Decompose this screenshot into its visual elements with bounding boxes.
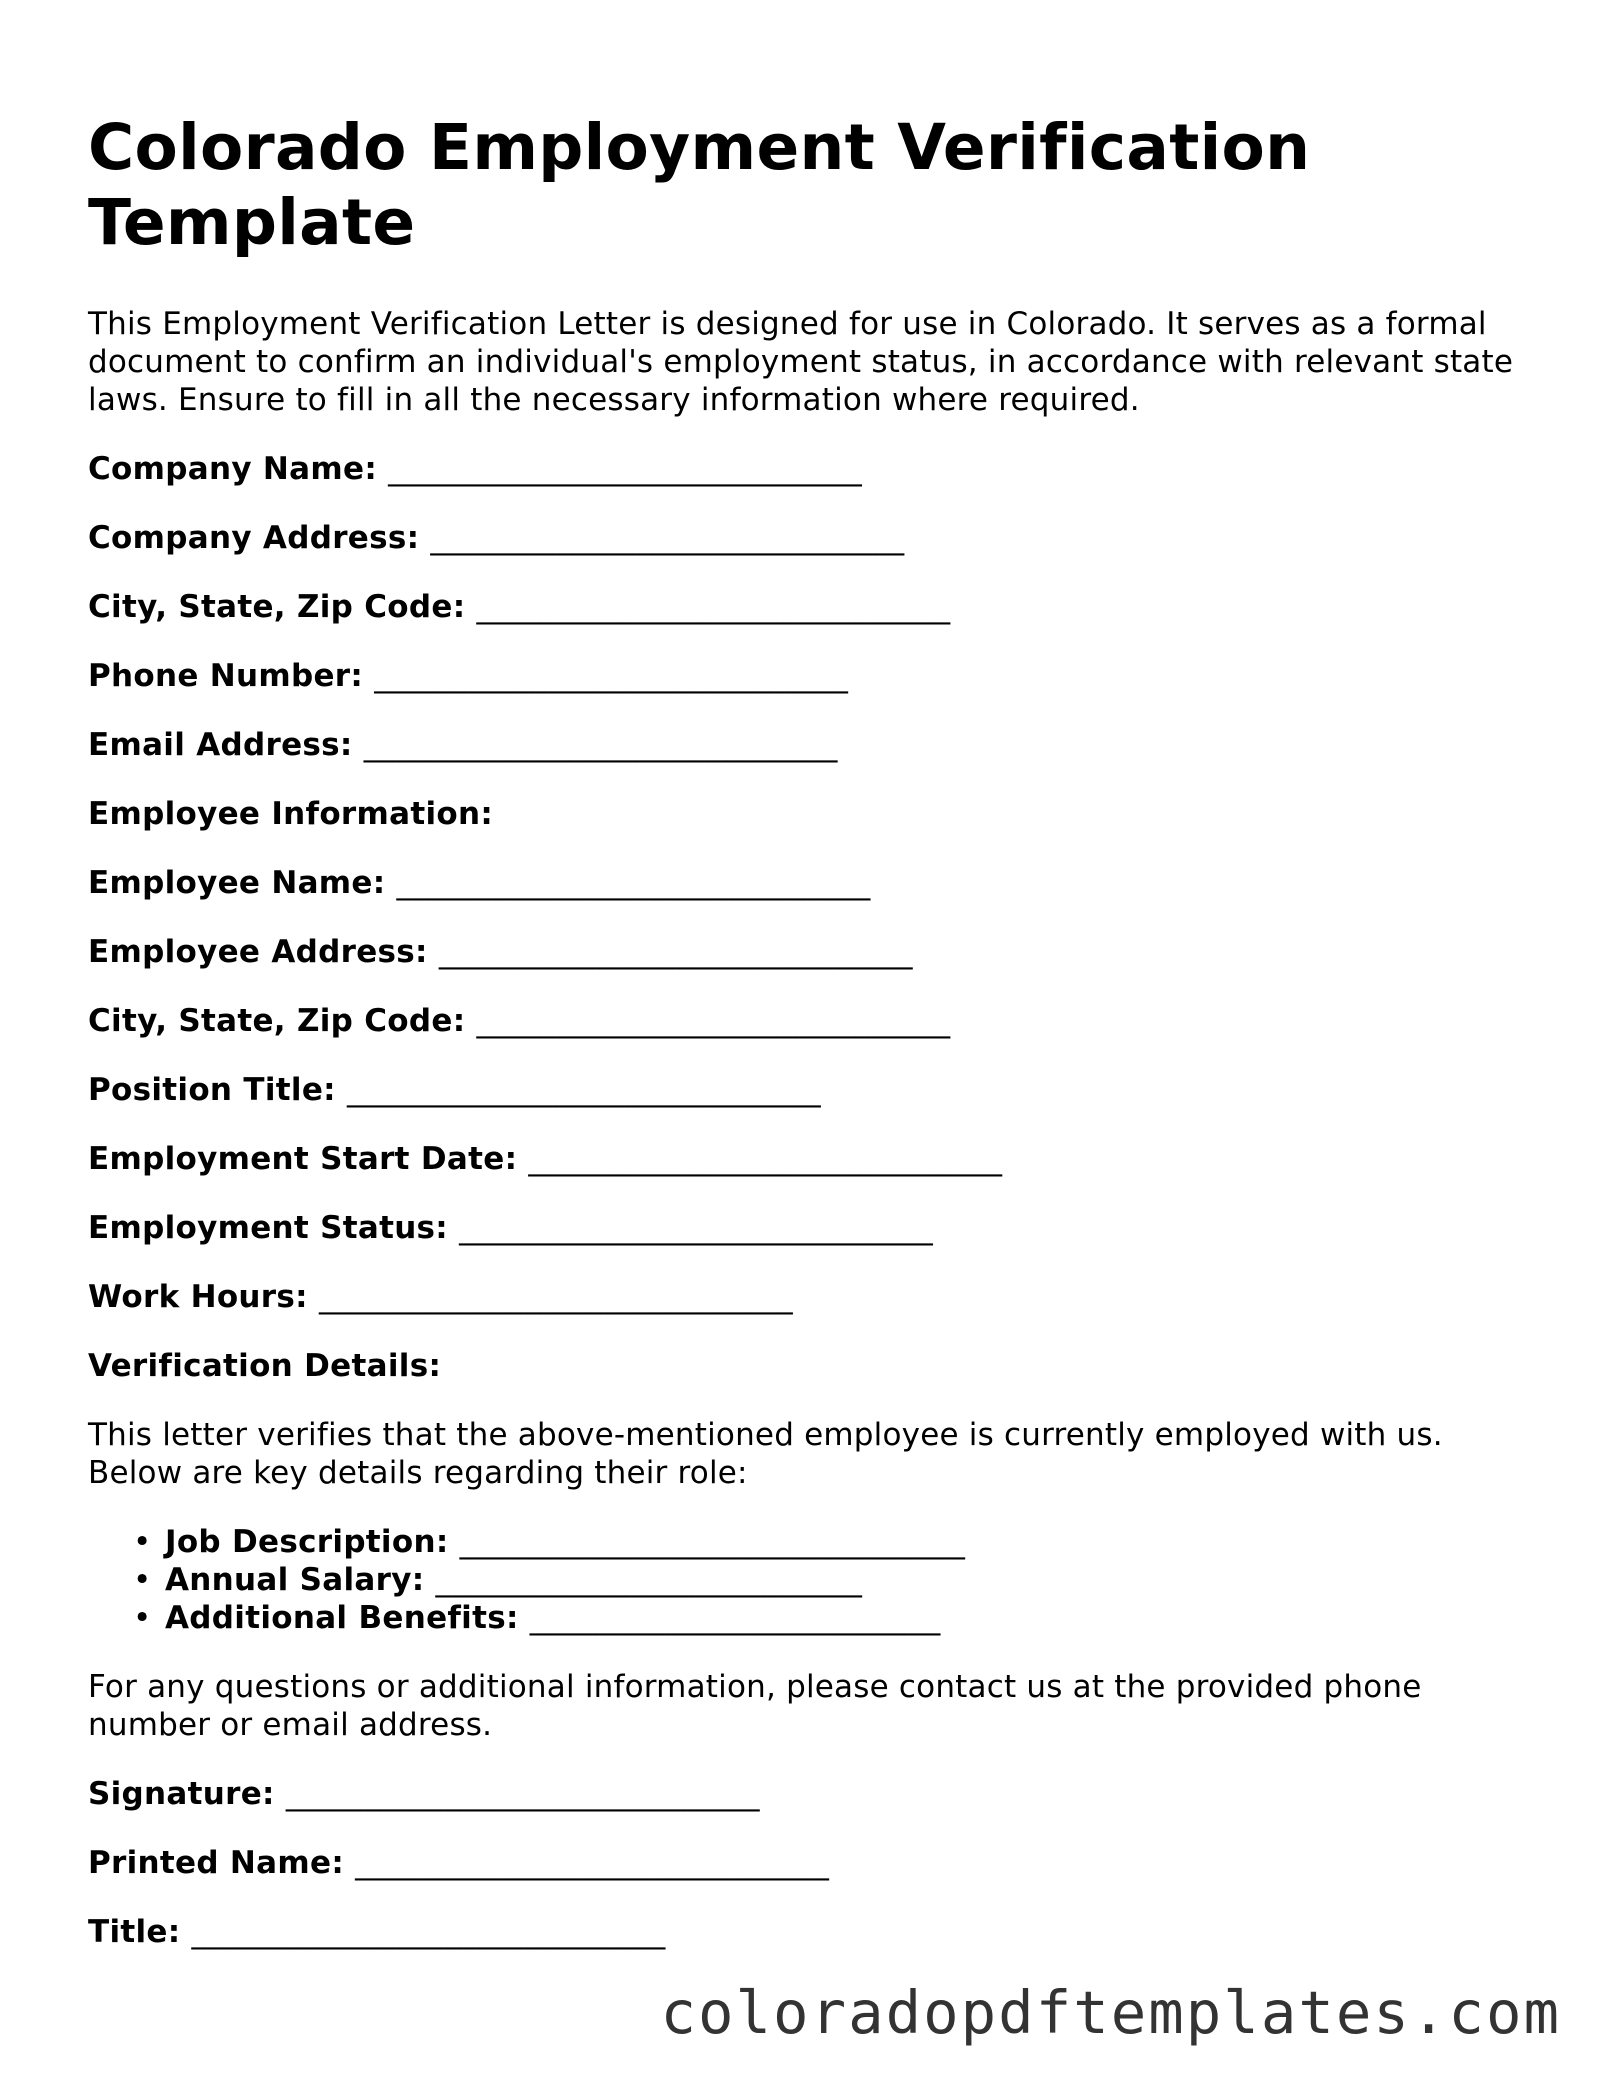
field-label: Email Address:	[88, 727, 353, 763]
fill-in-blank[interactable]: ______________________________	[363, 727, 838, 763]
role-details-list	[88, 1523, 1538, 1637]
company-phone-field	[88, 657, 1538, 695]
field-label: Signature:	[88, 1776, 275, 1812]
contact-note: For any questions or additional information, please contact us at the provided phone number or email address.	[88, 1669, 1422, 1743]
company-email-field	[88, 726, 1538, 764]
position-title-field	[88, 1071, 1538, 1109]
field-label: Phone Number:	[88, 658, 364, 694]
field-label: Job Description:	[165, 1524, 449, 1560]
employee-address-field	[88, 933, 1538, 971]
field-label: Printed Name:	[88, 1845, 345, 1881]
bullet-icon: •	[133, 1524, 152, 1560]
fill-in-blank[interactable]: ______________________________	[528, 1141, 1003, 1177]
fill-in-blank[interactable]: ______________________________	[318, 1279, 793, 1315]
employee-information-heading: Employee Information:	[88, 796, 494, 832]
fill-in-blank[interactable]: ______________________________	[396, 865, 871, 901]
site-watermark: coloradopdftemplates.com	[660, 1978, 1561, 2047]
document-title: Colorado Employment Verification Template	[88, 111, 1311, 259]
fill-in-blank[interactable]: ______________________________	[191, 1914, 666, 1950]
printed-name-field	[88, 1844, 1538, 1882]
field-label: Position Title:	[88, 1072, 336, 1108]
field-label: Company Address:	[88, 520, 420, 556]
field-label: City, State, Zip Code:	[88, 1003, 466, 1039]
fill-in-blank[interactable]: ______________________________	[430, 520, 905, 556]
field-label: Work Hours:	[88, 1279, 308, 1315]
fill-in-blank[interactable]: ___________________________	[435, 1562, 863, 1598]
list-item	[133, 1599, 1538, 1637]
company-name-field	[88, 450, 1538, 488]
fill-in-blank[interactable]: ______________________________	[459, 1210, 934, 1246]
employment-start-date-field	[88, 1140, 1538, 1178]
field-label: Employee Name:	[88, 865, 386, 901]
fill-in-blank[interactable]: ______________________________	[476, 589, 951, 625]
title-field	[88, 1913, 1538, 1951]
field-label: Company Name:	[88, 451, 378, 487]
verification-paragraph: This letter verifies that the above-mentioned employee is currently employed with us. Below are key details regarding their role:	[88, 1417, 1443, 1491]
field-label: Annual Salary:	[165, 1562, 425, 1598]
fill-in-blank[interactable]: ______________________________	[346, 1072, 821, 1108]
employee-city-state-zip-field	[88, 1002, 1538, 1040]
bullet-icon: •	[133, 1600, 152, 1636]
fill-in-blank[interactable]: ______________________________	[438, 934, 913, 970]
company-city-state-zip-field	[88, 588, 1538, 626]
fill-in-blank[interactable]: ______________________________	[285, 1776, 760, 1812]
fill-in-blank[interactable]: __________________________	[529, 1600, 941, 1636]
company-address-field	[88, 519, 1538, 557]
fill-in-blank[interactable]: ______________________________	[355, 1845, 830, 1881]
bullet-icon: •	[133, 1562, 152, 1598]
work-hours-field	[88, 1278, 1538, 1316]
document-page	[88, 110, 1538, 1951]
list-item	[133, 1523, 1538, 1561]
fill-in-blank[interactable]: ______________________________	[374, 658, 849, 694]
field-label: City, State, Zip Code:	[88, 589, 466, 625]
field-label: Additional Benefits:	[165, 1600, 519, 1636]
verification-details-heading: Verification Details:	[88, 1348, 442, 1384]
employment-status-field	[88, 1209, 1538, 1247]
field-label: Employment Status:	[88, 1210, 449, 1246]
signature-field	[88, 1775, 1538, 1813]
list-item	[133, 1561, 1538, 1599]
employee-name-field	[88, 864, 1538, 902]
field-label: Title:	[88, 1914, 181, 1950]
fill-in-blank[interactable]: ______________________________	[388, 451, 863, 487]
fill-in-blank[interactable]: ______________________________	[476, 1003, 951, 1039]
intro-paragraph: This Employment Verification Letter is designed for use in Colorado. It serves as a formal document to confirm an individual's employment status, in accordance with relevant state laws. Ensure to fill in all the necessary information where required.	[88, 306, 1514, 418]
fill-in-blank[interactable]: ________________________________	[459, 1524, 966, 1560]
field-label: Employment Start Date:	[88, 1141, 518, 1177]
field-label: Employee Address:	[88, 934, 428, 970]
